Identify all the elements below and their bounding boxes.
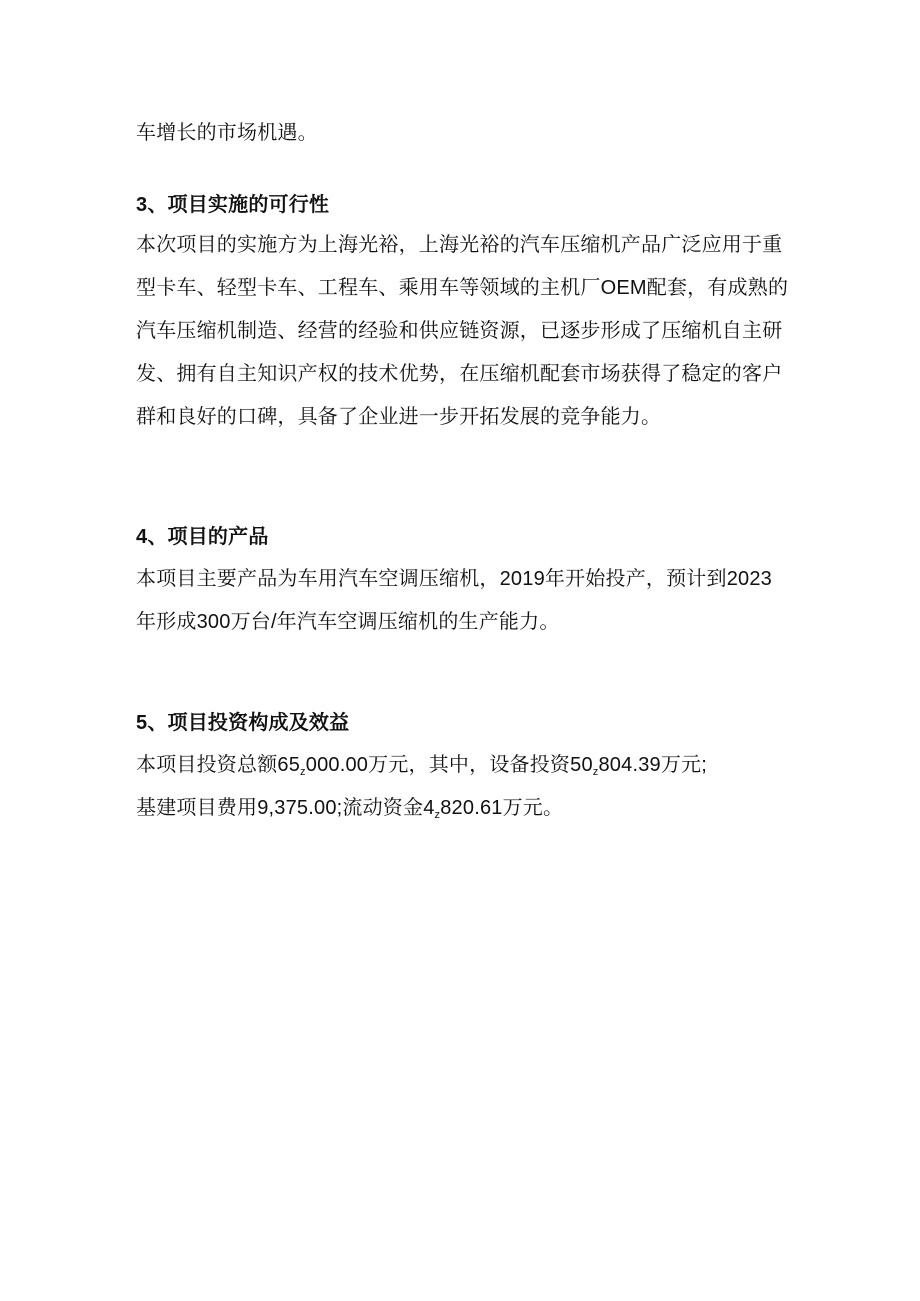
paragraph-line: 车增长的市场机遇。 [136, 122, 318, 144]
paragraph-line [136, 753, 707, 777]
text-segment: 804.39万元; [598, 754, 708, 776]
paragraph-line: 本项目主要产品为车用汽车空调压缩机，2019年开始投产，预计到2023 [136, 568, 772, 590]
paragraph-line: 本次项目的实施方为上海光裕，上海光裕的汽车压缩机产品广泛应用于重 [136, 234, 783, 256]
section-heading-3: 3、项目实施的可行性 [136, 194, 330, 216]
section-heading-4: 4、项目的产品 [136, 526, 269, 548]
subscript-mark: z [300, 766, 306, 778]
text-segment: 本项目投资总额65 [136, 754, 301, 776]
text-segment: 000.00万元，其中，设备投资50 [305, 754, 593, 776]
paragraph-line: 型卡车、轻型卡车、工程车、乘用车等领域的主机厂OEM配套，有成熟的 [136, 277, 789, 299]
paragraph-line: 年形成300万台/年汽车空调压缩机的生产能力。 [136, 611, 560, 633]
text-segment: 基建项目费用9,375.00;流动资金4 [136, 797, 435, 819]
subscript-mark: z [592, 766, 599, 778]
paragraph-line: 群和良好的口碑，具备了企业进一步开拓发展的竞争能力。 [136, 406, 662, 428]
paragraph-line: 发、拥有自主知识产权的技术优势，在压缩机配套市场获得了稳定的客户 [136, 363, 783, 385]
section-heading-5: 5、项目投资构成及效益 [136, 712, 350, 734]
paragraph-line: 汽车压缩机制造、经营的经验和供应链资源，已逐步形成了压缩机自主研 [136, 320, 783, 342]
text-segment: 820.61万元。 [440, 797, 564, 819]
paragraph-line [136, 796, 563, 820]
subscript-mark: z [434, 809, 441, 821]
